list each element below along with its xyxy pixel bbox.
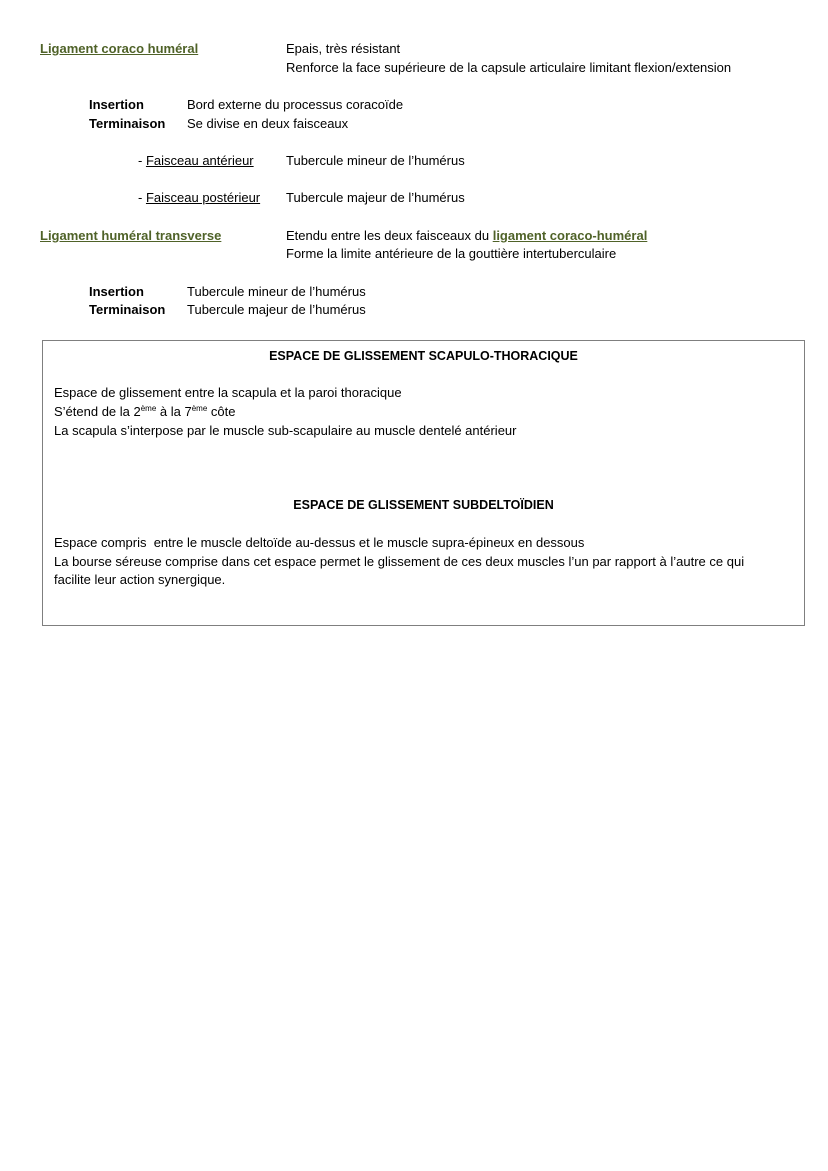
scapulo-line2-b: à la 7 <box>156 404 192 419</box>
ligament1-desc1: Epais, très résistant <box>286 41 401 56</box>
ligament-coraco-humeral-link[interactable]: ligament coraco-huméral <box>492 228 648 243</box>
faisceau-posterieur-value: Tubercule majeur de l’humérus <box>286 190 465 205</box>
ligament2-desc2: Forme la limite antérieure de la gouttière intertuberculaire <box>286 246 617 261</box>
scapulo-line2-sup1: ème <box>140 404 157 413</box>
scapulo-line2 <box>54 404 235 419</box>
ligament2-insertion-label: Insertion <box>89 284 144 299</box>
faisceau-posterieur-dash: - <box>138 190 146 205</box>
subdeltoidien-line1: Espace compris entre le muscle deltoïde au-dessus et le muscle supra-épineux en dessous <box>54 535 585 550</box>
ligament1-desc2: Renforce la face supérieure de la capsule articulaire limitant flexion/extension <box>286 60 732 75</box>
faisceau-anterieur-dash: - <box>138 153 146 168</box>
scapulo-line2-a: S’étend de la 2 <box>54 404 141 419</box>
ligament1-insertion-value: Bord externe du processus coracoïde <box>187 97 404 112</box>
ligament-coraco-humeral-title: Ligament coraco huméral <box>40 41 199 56</box>
ligament2-terminaison-label: Terminaison <box>89 302 166 317</box>
scapulo-line1: Espace de glissement entre la scapula et la paroi thoracique <box>54 385 402 400</box>
ligament2-insertion-value: Tubercule mineur de l’humérus <box>187 284 366 299</box>
faisceau-posterieur-row <box>138 190 260 205</box>
faisceau-anterieur-label: Faisceau antérieur <box>145 153 254 168</box>
faisceau-posterieur-label: Faisceau postérieur <box>145 190 261 205</box>
faisceau-anterieur-row <box>138 153 254 168</box>
ligament2-desc1-text: Etendu entre les deux faisceaux du <box>286 228 493 243</box>
ligament-humeral-transverse-title: Ligament huméral transverse <box>40 228 222 243</box>
ligament2-desc1 <box>286 228 647 243</box>
scapulo-line2-c: côte <box>207 404 236 419</box>
subdeltoidien-line2: La bourse séreuse comprise dans cet espace permet le glissement de ces deux muscles l’un par rapport à l’autre ce qui <box>54 554 745 569</box>
scapulo-line3: La scapula s’interpose par le muscle sub-scapulaire au muscle dentelé antérieur <box>54 423 517 438</box>
scapulo-thoracique-title: ESPACE DE GLISSEMENT SCAPULO-THORACIQUE <box>269 349 578 363</box>
ligament1-insertion-label: Insertion <box>89 97 144 112</box>
ligament1-terminaison-label: Terminaison <box>89 116 166 131</box>
subdeltoidien-line3: facilite leur action synergique. <box>54 572 226 587</box>
subdeltoidien-title: ESPACE DE GLISSEMENT SUBDELTOÏDIEN <box>293 498 554 512</box>
scapulo-line2-sup2: ème <box>191 404 208 413</box>
ligament1-terminaison-value: Se divise en deux faisceaux <box>187 116 349 131</box>
faisceau-anterieur-value: Tubercule mineur de l’humérus <box>286 153 465 168</box>
glissement-box <box>42 340 805 626</box>
ligament2-terminaison-value: Tubercule majeur de l’humérus <box>187 302 366 317</box>
